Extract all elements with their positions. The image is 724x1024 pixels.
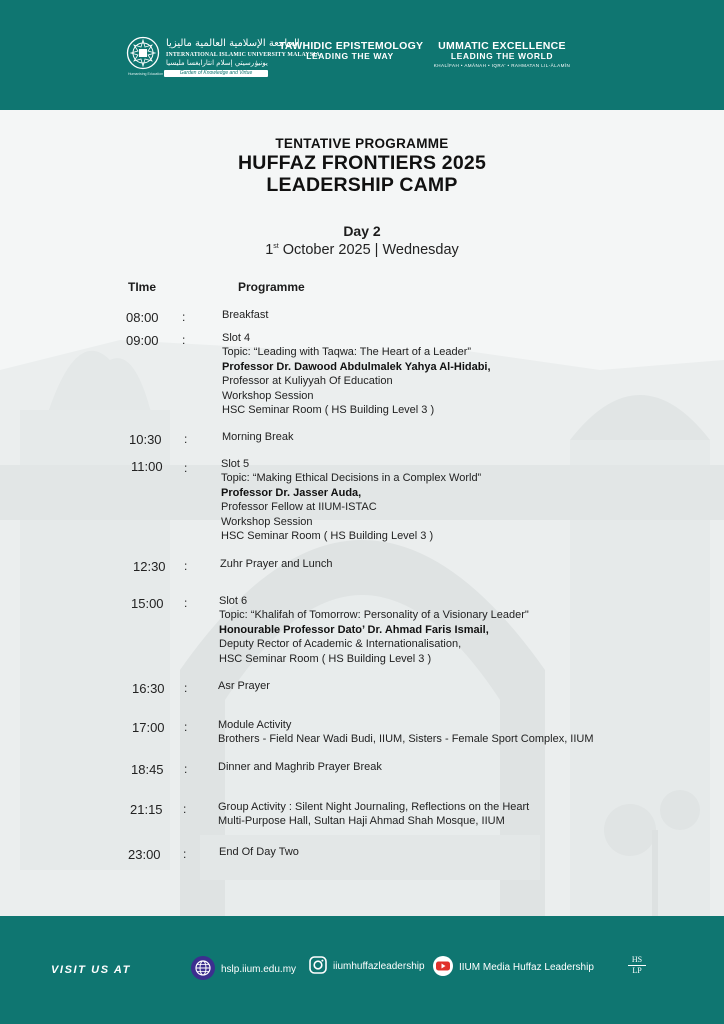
schedule-time: 21:15 xyxy=(130,802,163,817)
programme-line: Brothers - Field Near Wadi Budi, IIUM, Sisters - Female Sport Complex, IIUM xyxy=(218,733,594,746)
title-line2: LEADERSHIP CAMP xyxy=(266,174,458,196)
motto-ummatic-line1: UMMATIC EXCELLENCE xyxy=(438,40,566,52)
programme-line: Dinner and Maghrib Prayer Break xyxy=(218,761,382,773)
schedule-time: 23:00 xyxy=(128,847,161,862)
column-header-programme: Programme xyxy=(238,280,305,294)
date-day: 1 xyxy=(265,242,274,258)
instagram-text: iiumhuffazleadership xyxy=(333,961,425,972)
programme-line: Asr Prayer xyxy=(218,680,270,692)
programme-line: End Of Day Two xyxy=(219,846,299,858)
website-link[interactable] xyxy=(191,956,296,983)
programme-line: Topic: “Leading with Taqwa: The Heart of a Leader” xyxy=(222,346,472,359)
youtube-text: IIUM Media Huffaz Leadership xyxy=(459,962,594,973)
schedule-time: 15:00 xyxy=(131,596,164,611)
date-suffix: st xyxy=(273,243,279,250)
schedule-colon: : xyxy=(183,802,187,816)
programme-title xyxy=(0,136,724,196)
schedule-colon: : xyxy=(183,847,187,861)
logo-arabic-secondary: يونيۏرسيتي إسلام انتارابغسا مليسيا xyxy=(166,59,268,67)
schedule-programme xyxy=(219,594,529,666)
schedule-time: 16:30 xyxy=(132,681,165,696)
day-label: Day 2 xyxy=(343,223,381,239)
programme-line: HSC Seminar Room ( HS Building Level 3 ) xyxy=(219,652,432,665)
hslp-logo xyxy=(622,956,652,975)
footer-banner xyxy=(0,916,724,1024)
schedule-programme xyxy=(222,331,491,417)
title-line1: HUFFAZ FRONTIERS 2025 xyxy=(238,152,486,174)
schedule-programme xyxy=(220,557,333,571)
schedule-colon: : xyxy=(184,762,188,776)
schedule-colon: : xyxy=(184,681,188,695)
website-text: hslp.iium.edu.my xyxy=(221,964,297,975)
programme-line: Module Activity xyxy=(218,719,292,731)
visit-us-label: VISIT US AT xyxy=(51,964,131,976)
programme-line: Multi-Purpose Hall, Sultan Haji Ahmad Shah Mosque, IIUM xyxy=(218,815,505,828)
programme-line: Zuhr Prayer and Lunch xyxy=(220,558,333,570)
schedule-programme xyxy=(222,430,294,444)
programme-line: Slot 6 xyxy=(219,595,248,607)
instagram-link[interactable] xyxy=(309,956,425,977)
schedule-time: 17:00 xyxy=(132,720,165,735)
title-subtitle: TENTATIVE PROGRAMME xyxy=(275,136,449,151)
programme-line: Group Activity : Silent Night Journaling, Reflections on the Heart xyxy=(218,801,530,813)
speaker-name: Professor Dr. Jasser Auda, xyxy=(221,486,362,499)
programme-line: Workshop Session xyxy=(222,389,314,402)
column-header-time: TIme xyxy=(128,280,157,294)
schedule-colon: : xyxy=(184,720,188,734)
programme-line: Professor Fellow at IIUM-ISTAC xyxy=(221,501,377,514)
schedule-time: 08:00 xyxy=(126,310,159,325)
hslp-logo-top: HS xyxy=(631,955,643,964)
schedule-programme xyxy=(218,679,270,693)
programme-line: HSC Seminar Room ( HS Building Level 3 ) xyxy=(222,404,435,417)
motto-ummatic-line2: LEADING THE WORLD xyxy=(450,51,554,61)
programme-line: Morning Break xyxy=(222,431,294,443)
schedule-colon: : xyxy=(182,310,186,324)
programme-line: Slot 5 xyxy=(221,458,250,470)
logo-arabic-name: الجامعة الإسلامية العالمية ماليزيا xyxy=(166,38,300,49)
motto-tawhidic-line2: LEADING THE WAY xyxy=(306,51,394,61)
globe-icon xyxy=(191,956,215,983)
speaker-name: Professor Dr. Dawood Abdulmalek Yahya Al-Hidabi, xyxy=(222,360,491,373)
instagram-icon xyxy=(309,956,327,977)
motto-values: KHALĪFAH • AMĀNAH • IQRA' • RAHMATAN LIL-ĀLAMĪN xyxy=(433,63,571,68)
youtube-link[interactable] xyxy=(433,956,594,979)
date-rest: October 2025 | Wednesday xyxy=(278,242,459,258)
schedule-time: 10:30 xyxy=(129,432,162,447)
schedule-colon: : xyxy=(184,461,188,475)
logo-subtitle: Humanising Education xyxy=(128,72,164,76)
motto-tawhidic xyxy=(279,40,424,61)
schedule-programme xyxy=(218,718,594,747)
programme-line: Topic: “Making Ethical Decisions in a Complex World” xyxy=(221,472,482,485)
schedule-time: 09:00 xyxy=(126,333,159,348)
programme-line: Topic: “Khalifah of Tomorrow: Personality of a Visionary Leader" xyxy=(219,609,529,622)
schedule-colon: : xyxy=(184,596,188,610)
schedule-programme xyxy=(218,760,382,774)
programme-line: HSC Seminar Room ( HS Building Level 3 ) xyxy=(221,530,434,543)
schedule-programme xyxy=(222,308,268,322)
logo-university-name: INTERNATIONAL ISLAMIC UNIVERSITY MALAYSIA xyxy=(166,52,321,58)
schedule-colon: : xyxy=(184,559,188,573)
schedule-colon: : xyxy=(184,432,188,446)
speaker-name: Honourable Professor Dato’ Dr. Ahmad Faris Ismail, xyxy=(219,623,489,636)
programme-line: Professor at Kuliyyah Of Education xyxy=(222,375,393,388)
programme-line: Workshop Session xyxy=(221,515,313,528)
schedule-colon: : xyxy=(182,333,186,347)
schedule-programme xyxy=(219,845,299,859)
schedule-programme xyxy=(218,800,529,829)
header-banner xyxy=(0,0,724,110)
schedule-time: 12:30 xyxy=(133,559,166,574)
programme-line: Deputy Rector of Academic & Internationalisation, xyxy=(219,638,462,651)
schedule-time: 11:00 xyxy=(131,459,163,474)
iium-emblem-icon xyxy=(126,36,160,70)
motto-tawhidic-line1: TAWHIDIC EPISTEMOLOGY xyxy=(279,40,424,52)
programme-line: Breakfast xyxy=(222,309,269,321)
schedule-programme xyxy=(221,457,481,543)
logo-tagline: Garden of Knowledge and Virtue xyxy=(164,70,268,77)
youtube-icon xyxy=(433,956,453,979)
day-date xyxy=(0,242,724,258)
schedule-time: 18:45 xyxy=(131,762,164,777)
programme-line: Slot 4 xyxy=(222,332,251,344)
motto-ummatic xyxy=(428,41,576,61)
hslp-logo-bottom: LP xyxy=(632,966,642,975)
